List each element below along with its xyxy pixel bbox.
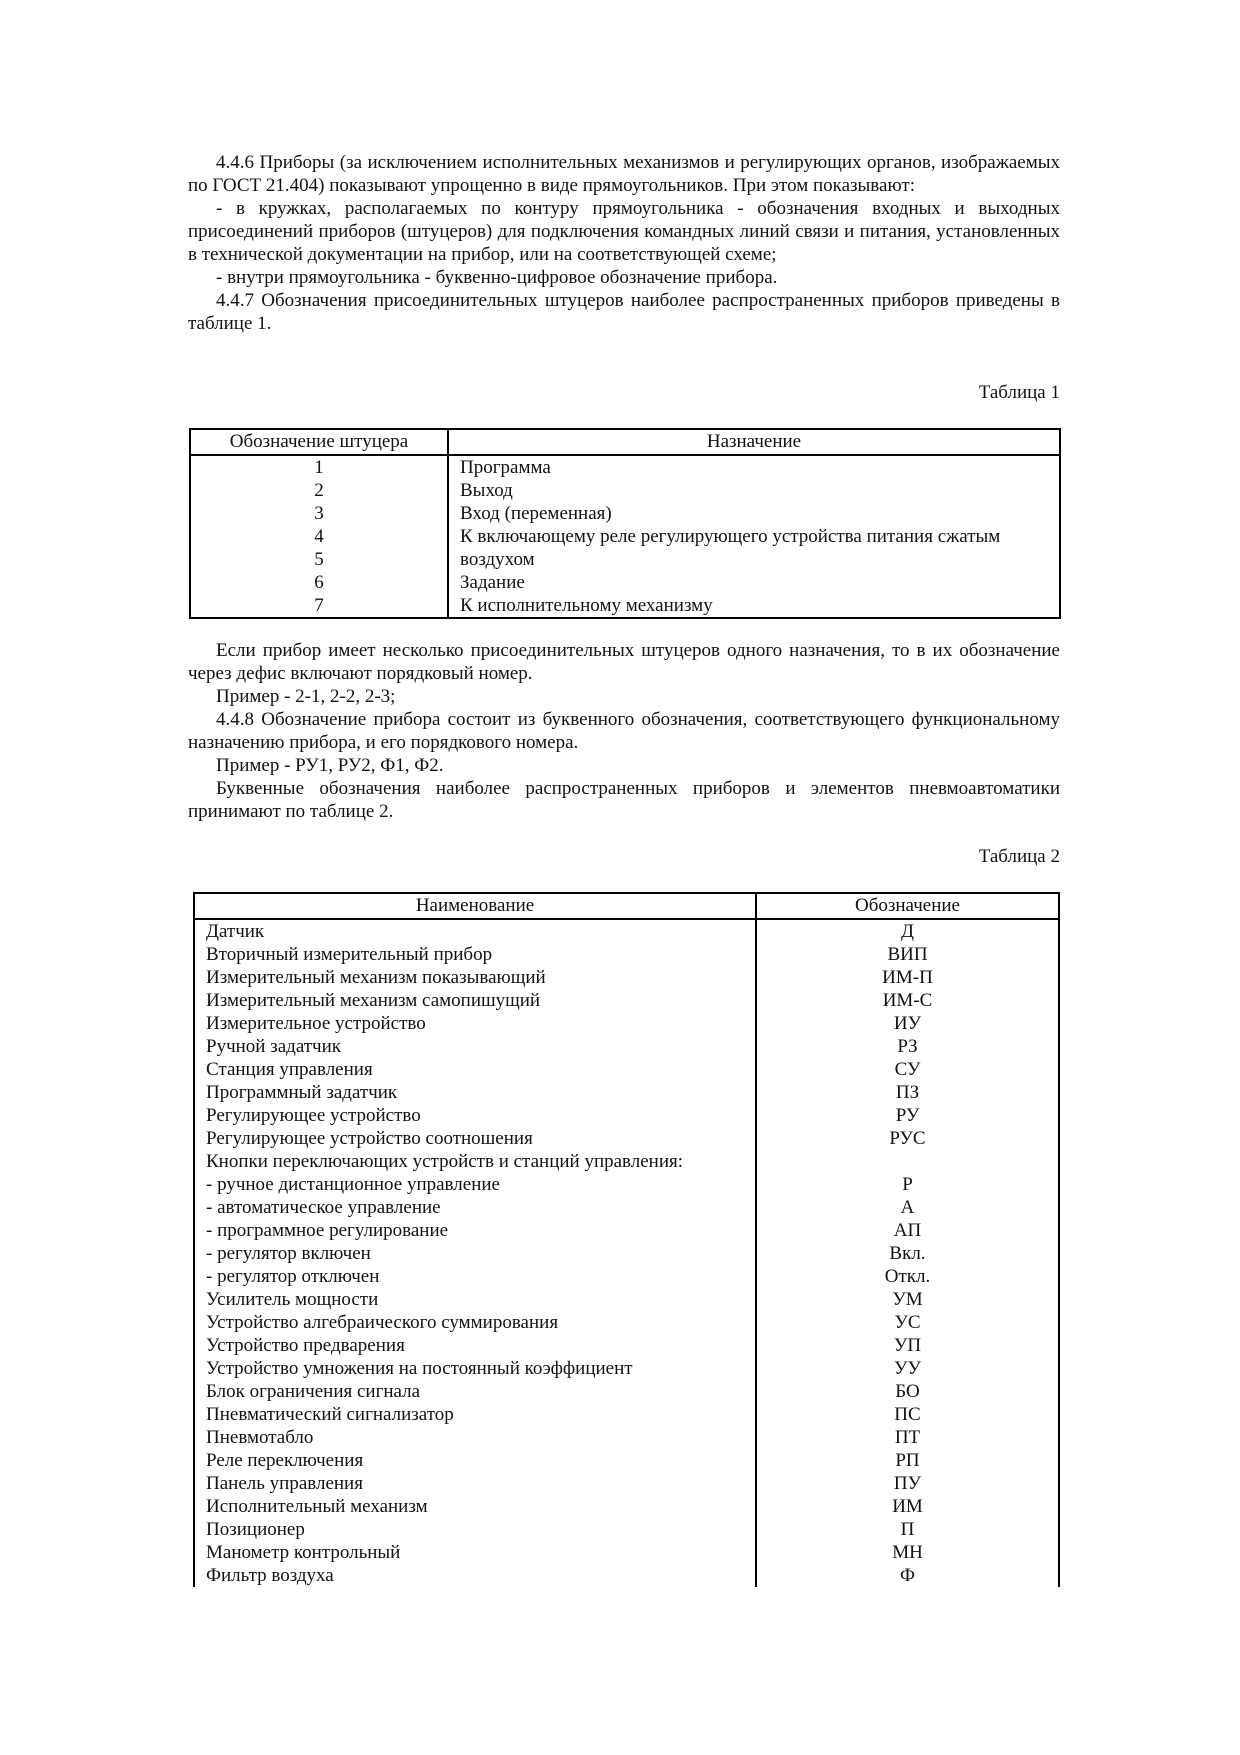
fitting-number-cell: 1 xyxy=(190,455,448,479)
purpose-cell: Задание xyxy=(460,572,525,593)
table1-caption-wrap xyxy=(188,381,1060,404)
table-row xyxy=(194,1426,1059,1449)
device-name-cell: Регулирующее устройство xyxy=(194,1104,756,1127)
paragraph-letter-designations: Буквенные обозначения наиболее распространенных приборов и элементов пневмоавтоматики принимают по таблице 2. xyxy=(188,778,1060,822)
table-row xyxy=(194,1081,1059,1104)
device-name-cell: Манометр контрольный xyxy=(194,1541,756,1564)
table1-header-purpose: Назначение xyxy=(448,429,1060,455)
table-row xyxy=(190,455,1060,479)
purpose-cell: К исполнительному механизму xyxy=(460,595,713,616)
paragraph-4-4-7: 4.4.7 Обозначения присоединительных штуцеров наиболее распространенных приборов приведены в таблице 1. xyxy=(188,290,1060,334)
designation-cell: Вкл. xyxy=(889,1243,926,1264)
table-row xyxy=(194,989,1059,1012)
designation-cell: ИМ-С xyxy=(882,990,933,1011)
table-row xyxy=(194,1150,1059,1173)
device-name-cell: Кнопки переключающих устройств и станций управления: xyxy=(194,1150,756,1173)
paragraph-multiple-fittings: Если прибор имеет несколько присоединительных штуцеров одного назначения, то в их обозначение через дефис включают порядковый номер. xyxy=(188,640,1060,684)
designation-cell: ИМ-П xyxy=(882,967,933,988)
designation-cell: РУС xyxy=(889,1128,926,1149)
designation-cell: БО xyxy=(895,1381,920,1402)
designation-cell: УУ xyxy=(894,1358,921,1379)
table-row xyxy=(190,571,1060,594)
table-row xyxy=(190,548,1060,571)
device-name-cell: Ручной задатчик xyxy=(194,1035,756,1058)
table-row xyxy=(194,1334,1059,1357)
middle-text-block xyxy=(188,639,1060,823)
designation-cell: ПТ xyxy=(894,1427,921,1448)
designation-cell: СУ xyxy=(894,1059,921,1080)
table-row xyxy=(194,1104,1059,1127)
device-name-cell: Устройство алгебраического суммирования xyxy=(194,1311,756,1334)
designation-cell: Д xyxy=(901,921,914,942)
device-name-cell: Измерительный механизм самопишущий xyxy=(194,989,756,1012)
purpose-cell: К включающему реле регулирующего устройства питания сжатым xyxy=(460,526,1001,547)
table-1 xyxy=(189,428,1061,619)
purpose-cell: Выход xyxy=(460,480,513,501)
device-name-cell: Исполнительный механизм xyxy=(194,1495,756,1518)
designation-cell: А xyxy=(900,1197,915,1218)
table-row xyxy=(194,1403,1059,1426)
table-row xyxy=(194,1495,1059,1518)
table-row xyxy=(194,1541,1059,1564)
device-name-cell: Позиционер xyxy=(194,1518,756,1541)
table-row xyxy=(190,594,1060,618)
device-name-cell: Вторичный измерительный прибор xyxy=(194,943,756,966)
table-row xyxy=(194,1357,1059,1380)
table-row xyxy=(194,1173,1059,1196)
fitting-number-cell: 4 xyxy=(190,525,448,548)
table-row xyxy=(190,525,1060,548)
device-name-cell: Фильтр воздуха xyxy=(194,1564,756,1587)
table1-header-row xyxy=(190,429,1060,455)
table2-caption-wrap xyxy=(188,845,1060,868)
designation-cell: УМ xyxy=(892,1289,923,1310)
paragraph-inside-rect: - внутри прямоугольника - буквенно-цифровое обозначение прибора. xyxy=(216,267,778,288)
designation-cell: МН xyxy=(892,1542,923,1563)
fitting-number-cell: 7 xyxy=(190,594,448,618)
device-name-cell: Датчик xyxy=(194,919,756,943)
table2-header-row xyxy=(194,893,1059,919)
designation-cell: Ф xyxy=(899,1565,915,1586)
fitting-number-cell: 6 xyxy=(190,571,448,594)
device-name-cell: Реле переключения xyxy=(194,1449,756,1472)
table-row xyxy=(194,1518,1059,1541)
designation-cell: ИМ xyxy=(892,1496,923,1517)
fitting-number-cell: 5 xyxy=(190,548,448,571)
table2-header-name: Наименование xyxy=(194,893,756,919)
designation-cell: РУ xyxy=(895,1105,920,1126)
table-row xyxy=(194,1012,1059,1035)
top-text-block xyxy=(188,151,1060,335)
table2-header-designation: Обозначение xyxy=(756,893,1059,919)
paragraph-4-4-8: 4.4.8 Обозначение прибора состоит из буквенного обозначения, соответствующего функциональному назначению прибора, и его порядкового номера. xyxy=(188,709,1060,753)
table-2 xyxy=(193,892,1060,1587)
device-name-cell: - регулятор включен xyxy=(194,1242,756,1265)
device-name-cell: Пневмотабло xyxy=(194,1426,756,1449)
paragraph-circles: - в кружках, располагаемых по контуру прямоугольника - обозначения входных и выходных присоединений приборов (штуцеров) для подключения командных линий связи и питания, установленных в технической документации на прибор, или на соответствующей схеме; xyxy=(188,198,1060,265)
designation-cell xyxy=(756,1150,1059,1173)
table-row xyxy=(190,479,1060,502)
table-row xyxy=(194,1380,1059,1403)
device-name-cell: Программный задатчик xyxy=(194,1081,756,1104)
device-name-cell: - регулятор отключен xyxy=(194,1265,756,1288)
purpose-cell: Программа xyxy=(460,457,551,478)
fitting-number-cell: 2 xyxy=(190,479,448,502)
designation-cell: РП xyxy=(895,1450,920,1471)
designation-cell: РЗ xyxy=(897,1036,918,1057)
table-row xyxy=(194,1058,1059,1081)
paragraph-example-1: Пример - 2-1, 2-2, 2-3; xyxy=(216,686,396,707)
designation-cell: АП xyxy=(893,1220,922,1241)
table-row xyxy=(194,1035,1059,1058)
table-row xyxy=(194,966,1059,989)
paragraph-example-2: Пример - РУ1, РУ2, Ф1, Ф2. xyxy=(216,755,444,776)
designation-cell: УС xyxy=(894,1312,921,1333)
designation-cell: Откл. xyxy=(884,1266,931,1287)
table-row xyxy=(194,1288,1059,1311)
device-name-cell: - ручное дистанционное управление xyxy=(194,1173,756,1196)
table-row xyxy=(194,1242,1059,1265)
table-row xyxy=(194,1449,1059,1472)
fitting-number-cell: 3 xyxy=(190,502,448,525)
table1-header-fitting: Обозначение штуцера xyxy=(190,429,448,455)
table-row xyxy=(194,1564,1059,1587)
device-name-cell: Устройство предварения xyxy=(194,1334,756,1357)
device-name-cell: Измерительное устройство xyxy=(194,1012,756,1035)
table1-caption: Таблица 1 xyxy=(978,382,1060,403)
table-row xyxy=(194,1127,1059,1150)
table-row xyxy=(190,502,1060,525)
designation-cell: Р xyxy=(902,1174,913,1195)
designation-cell: УП xyxy=(893,1335,922,1356)
device-name-cell: Устройство умножения на постоянный коэффициент xyxy=(194,1357,756,1380)
table-row xyxy=(194,1219,1059,1242)
device-name-cell: Панель управления xyxy=(194,1472,756,1495)
purpose-cell: воздухом xyxy=(460,549,535,570)
purpose-cell: Вход (переменная) xyxy=(460,503,612,524)
table-row xyxy=(194,1265,1059,1288)
device-name-cell: Блок ограничения сигнала xyxy=(194,1380,756,1403)
designation-cell: ИУ xyxy=(893,1013,922,1034)
device-name-cell: Регулирующее устройство соотношения xyxy=(194,1127,756,1150)
paragraph-4-4-6: 4.4.6 Приборы (за исключением исполнительных механизмов и регулирующих органов, изображаемых по ГОСТ 21.404) показывают упрощенно в виде прямоугольников. При этом показывают: xyxy=(188,152,1060,196)
device-name-cell: - программное регулирование xyxy=(194,1219,756,1242)
table-row xyxy=(194,1311,1059,1334)
designation-cell: ПУ xyxy=(893,1473,922,1494)
device-name-cell: Пневматический сигнализатор xyxy=(194,1403,756,1426)
device-name-cell: Усилитель мощности xyxy=(194,1288,756,1311)
designation-cell: ВИП xyxy=(887,944,928,965)
table2-caption: Таблица 2 xyxy=(978,846,1060,867)
device-name-cell: Станция управления xyxy=(194,1058,756,1081)
designation-cell: П xyxy=(900,1519,915,1540)
device-name-cell: - автоматическое управление xyxy=(194,1196,756,1219)
table-row xyxy=(194,943,1059,966)
device-name-cell: Измерительный механизм показывающий xyxy=(194,966,756,989)
designation-cell: ПС xyxy=(894,1404,921,1425)
table-row xyxy=(194,1196,1059,1219)
table-row xyxy=(194,1472,1059,1495)
table-row xyxy=(194,919,1059,943)
designation-cell: ПЗ xyxy=(895,1082,920,1103)
